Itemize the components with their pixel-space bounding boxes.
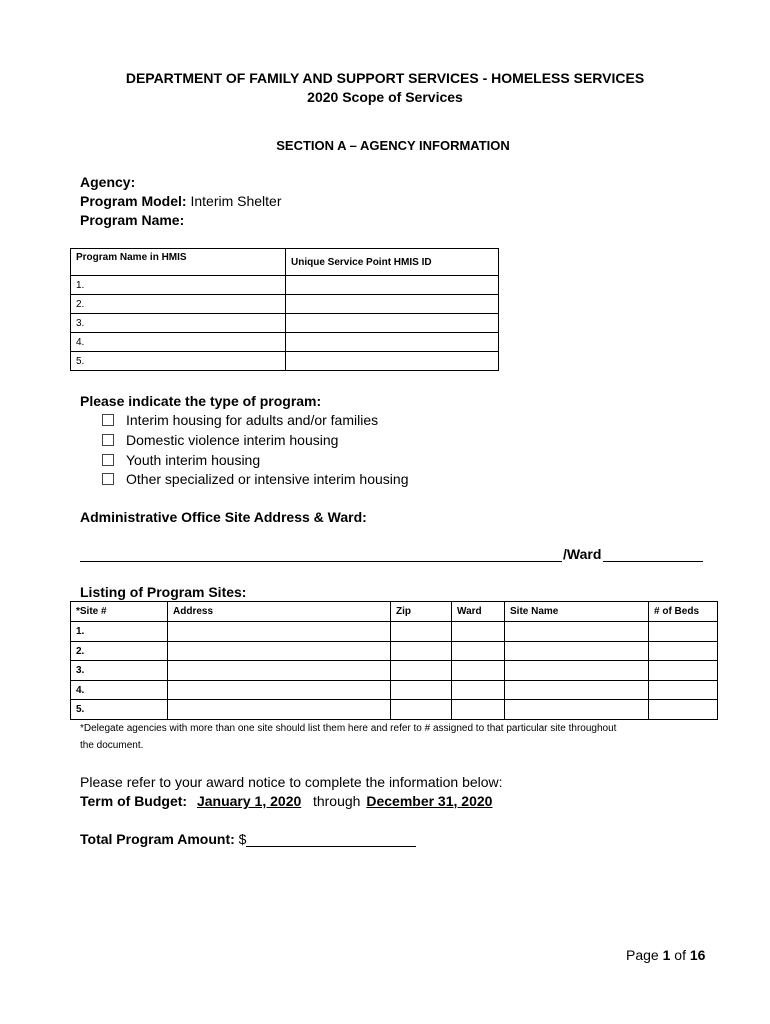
table-row (71, 352, 499, 371)
program-type-option[interactable] (102, 412, 378, 428)
table-row (71, 333, 499, 352)
hmis-header-name: Program Name in HMIS (71, 249, 286, 276)
site-zip-cell[interactable] (391, 700, 452, 720)
program-model-value: Interim Shelter (190, 193, 282, 209)
site-ward-cell[interactable] (452, 622, 505, 642)
site-zip-cell[interactable] (391, 622, 452, 642)
table-row (71, 700, 718, 720)
sites-header-address: Address (168, 602, 391, 622)
hmis-id-cell[interactable] (286, 333, 499, 352)
hmis-row-number: 1. (71, 276, 286, 295)
through-label: through (312, 793, 361, 809)
program-type-option[interactable] (102, 452, 260, 468)
page-indicator (626, 947, 705, 963)
budget-intro: Please refer to your award notice to complete the information below: (80, 774, 503, 790)
page-number: 1 (662, 947, 671, 963)
checkbox-icon[interactable] (102, 414, 114, 426)
sites-header-beds: # of Beds (649, 602, 718, 622)
admin-office-heading: Administrative Office Site Address & Ward: (80, 509, 367, 525)
hmis-row-number: 2. (71, 295, 286, 314)
table-row (71, 642, 718, 661)
sites-header-ward: Ward (452, 602, 505, 622)
table-row (71, 314, 499, 333)
site-name-cell[interactable] (505, 622, 649, 642)
site-beds-cell[interactable] (649, 661, 718, 681)
hmis-id-cell[interactable] (286, 352, 499, 371)
hmis-id-cell[interactable] (286, 314, 499, 333)
agency-label: Agency: (80, 174, 136, 190)
hmis-id-cell[interactable] (286, 276, 499, 295)
checkbox-icon[interactable] (102, 454, 114, 466)
section-heading: SECTION A – AGENCY INFORMATION (276, 138, 510, 153)
site-address-cell[interactable] (168, 622, 391, 642)
sites-header-site-name: Site Name (505, 602, 649, 622)
budget-end-date[interactable]: December 31, 2020 (366, 793, 493, 809)
program-type-option-label: Interim housing for adults and/or families (126, 412, 379, 428)
address-underline[interactable] (80, 561, 562, 562)
checkbox-icon[interactable] (102, 434, 114, 446)
sites-header-row (71, 602, 718, 622)
program-type-option[interactable] (102, 432, 338, 448)
term-of-budget-line (80, 793, 544, 809)
sites-header-zip: Zip (391, 602, 452, 622)
of-label: of (674, 947, 686, 963)
table-row (71, 295, 499, 314)
site-row-number: 1. (71, 622, 168, 642)
program-model-label: Program Model: (80, 193, 187, 209)
total-amount-line (80, 831, 416, 847)
table-row (71, 681, 718, 700)
program-name-label: Program Name: (80, 212, 185, 228)
site-beds-cell[interactable] (649, 622, 718, 642)
site-row-number: 5. (71, 700, 168, 720)
site-ward-cell[interactable] (452, 700, 505, 720)
site-name-cell[interactable] (505, 681, 649, 700)
currency-symbol: $ (238, 831, 247, 847)
program-type-heading: Please indicate the type of program: (80, 393, 322, 409)
program-model-line (80, 193, 282, 209)
hmis-header-row (71, 249, 499, 276)
site-name-cell[interactable] (505, 661, 649, 681)
site-row-number: 3. (71, 661, 168, 681)
site-ward-cell[interactable] (452, 681, 505, 700)
document-subtitle: 2020 Scope of Services (307, 89, 463, 105)
site-beds-cell[interactable] (649, 700, 718, 720)
site-zip-cell[interactable] (391, 642, 452, 661)
term-label: Term of Budget: (80, 793, 188, 809)
page-label: Page (626, 947, 659, 963)
site-ward-cell[interactable] (452, 642, 505, 661)
hmis-header-id: Unique Service Point HMIS ID (286, 249, 499, 276)
total-amount-label: Total Program Amount: (80, 831, 235, 847)
hmis-row-number: 4. (71, 333, 286, 352)
program-type-option[interactable] (102, 471, 408, 487)
page-total: 16 (689, 947, 706, 963)
hmis-row-number: 3. (71, 314, 286, 333)
document-title: DEPARTMENT OF FAMILY AND SUPPORT SERVICES - HOMELESS SERVICES (125, 70, 645, 86)
site-zip-cell[interactable] (391, 661, 452, 681)
table-row (71, 276, 499, 295)
site-address-cell[interactable] (168, 661, 391, 681)
checkbox-icon[interactable] (102, 473, 114, 485)
site-beds-cell[interactable] (649, 642, 718, 661)
site-zip-cell[interactable] (391, 681, 452, 700)
site-row-number: 4. (71, 681, 168, 700)
sites-table (70, 601, 718, 720)
sites-footnote-line1: *Delegate agencies with more than one site should list them here and refer to # assigned to that particular site throughout (80, 723, 617, 734)
table-row (71, 661, 718, 681)
program-type-option-label: Youth interim housing (126, 452, 261, 468)
budget-start-date[interactable]: January 1, 2020 (196, 793, 302, 809)
site-row-number: 2. (71, 642, 168, 661)
site-address-cell[interactable] (168, 681, 391, 700)
sites-header-site: *Site # (71, 602, 168, 622)
hmis-table (70, 248, 499, 371)
total-amount-field[interactable] (246, 833, 416, 847)
site-address-cell[interactable] (168, 700, 391, 720)
program-type-option-label: Other specialized or intensive interim housing (126, 471, 409, 487)
site-name-cell[interactable] (505, 700, 649, 720)
site-name-cell[interactable] (505, 642, 649, 661)
site-beds-cell[interactable] (649, 681, 718, 700)
ward-label: /Ward (563, 546, 602, 562)
site-ward-cell[interactable] (452, 661, 505, 681)
hmis-row-number: 5. (71, 352, 286, 371)
sites-heading: Listing of Program Sites: (80, 584, 247, 600)
program-type-option-label: Domestic violence interim housing (126, 432, 339, 448)
ward-underline[interactable] (603, 561, 703, 562)
hmis-id-cell[interactable] (286, 295, 499, 314)
sites-footnote-line2: the document. (80, 740, 144, 751)
site-address-cell[interactable] (168, 642, 391, 661)
table-row (71, 622, 718, 642)
